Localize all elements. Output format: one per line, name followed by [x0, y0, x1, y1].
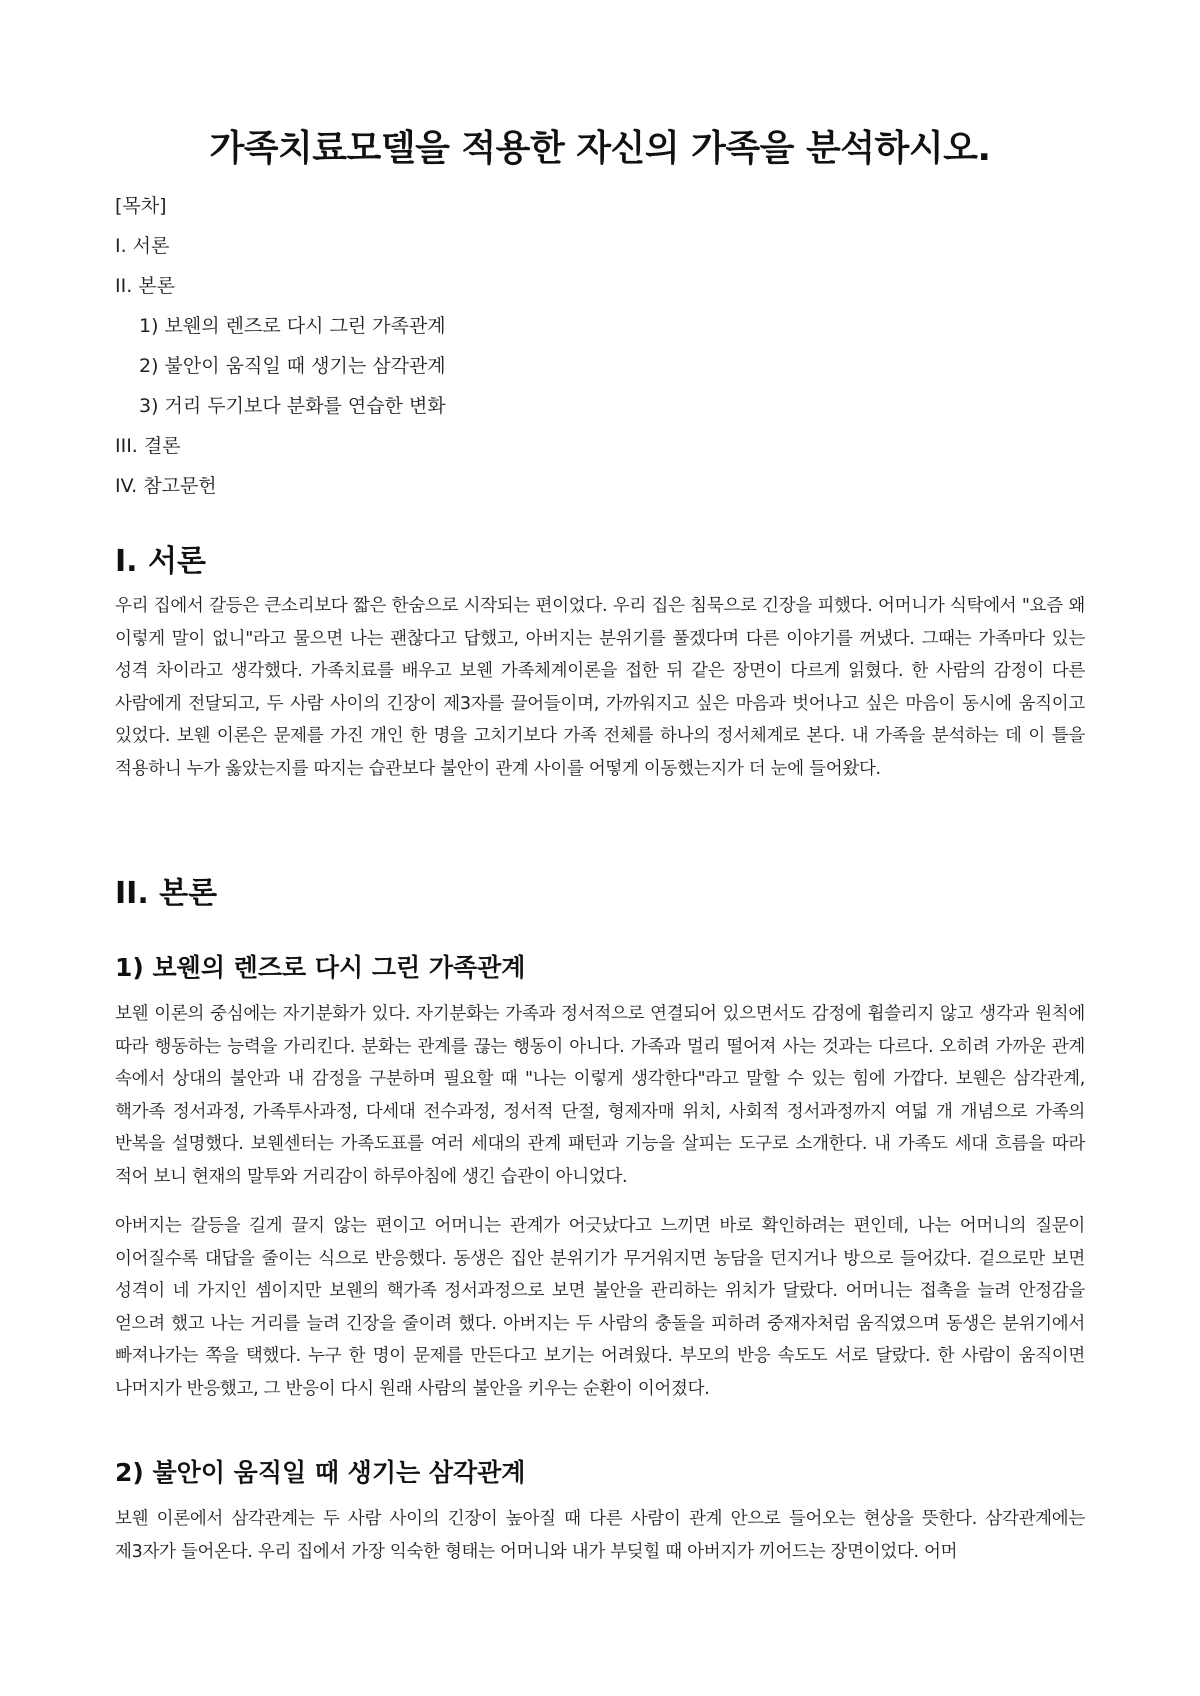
toc-subitem: 3) 거리 두기보다 분화를 연습한 변화 [139, 395, 446, 417]
document-title: 가족치료모델을 적용한 자신의 가족을 분석하시오. [209, 128, 991, 169]
toc-item: I. 서론 [115, 235, 170, 257]
subsection-heading-2: 2) 불안이 움직일 때 생기는 삼각관계 [115, 1458, 526, 1487]
toc-subitem: 1) 보웬의 렌즈로 다시 그린 가족관계 [139, 315, 446, 337]
section-heading-body: II. 본론 [115, 876, 218, 911]
body-paragraph: 보웬 이론의 중심에는 자기분화가 있다. 자기분화는 가족과 정서적으로 연결되어 있으면서도 감정에 휩쓸리지 않고 생각과 원칙에 따라 행동하는 능력을 가리킨다. 분화는 관계를 끊는 행동이 아니다. 가족과 멀리 떨어져 사는 것과는 다르다. 오히려 가까운 관계 속에서 상대의 불안과 내 감정을 구분하며 필요할 때 "나는 이렇게 생각한다"라고 말할 수 있는 힘에 가깝다. 보웬은 삼각관계, 핵가족 정서과정, 가족투사과정, 다세대 전수과정, 정서적 단절, 형제자매 위치, 사회적 정서과정까지 여덟 개 개념으로 가족의 반복을 설명했다. 보웬센터는 가족도표를 여러 세대의 관계 패턴과 기능을 살피는 도구로 소개한다. 내 가족도 세대 흐름을 따라 적어 보니 현재의 말투와 거리감이 하루아침에 생긴 습관이 아니었다. [115, 1004, 1085, 1187]
body-paragraph: 보웬 이론에서 삼각관계는 두 사람 사이의 긴장이 높아질 때 다른 사람이 관계 안으로 들어오는 현상을 뜻한다. 삼각관계에는 제3자가 들어온다. 우리 집에서 가장 익숙한 형태는 어머니와 내가 부딪힐 때 아버지가 끼어드는 장면이었다. 어머 [115, 1509, 1085, 1562]
toc-item: III. 결론 [115, 435, 181, 457]
subsection-heading-1: 1) 보웬의 렌즈로 다시 그린 가족관계 [115, 953, 526, 982]
toc-subitem: 2) 불안이 움직일 때 생기는 삼각관계 [139, 355, 446, 377]
toc-heading: [목차] [115, 195, 167, 217]
body-paragraph: 아버지는 갈등을 길게 끌지 않는 편이고 어머니는 관계가 어긋났다고 느끼면 바로 확인하려는 편인데, 나는 어머니의 질문이 이어질수록 대답을 줄이는 식으로 반응했다. 동생은 집안 분위기가 무거워지면 농담을 던지거나 방으로 들어갔다. 겉으로만 보면 성격이 네 가지인 셈이지만 보웬의 핵가족 정서과정으로 보면 불안을 관리하는 위치가 달랐다. 어머니는 접촉을 늘려 안정감을 얻으려 했고 나는 거리를 늘려 긴장을 줄이려 했다. 아버지는 두 사람의 충돌을 피하려 중재자처럼 움직였으며 동생은 분위기에서 빠져나가는 쪽을 택했다. 누구 한 명이 문제를 만든다고 보기는 어려웠다. 부모의 반응 속도도 서로 달랐다. 한 사람이 움직이면 나머지가 반응했고, 그 반응이 다시 원래 사람의 불안을 키우는 순환이 이어졌다. [115, 1216, 1085, 1399]
intro-paragraph: 우리 집에서 갈등은 큰소리보다 짧은 한숨으로 시작되는 편이었다. 우리 집은 침묵으로 긴장을 피했다. 어머니가 식탁에서 "요즘 왜 이렇게 말이 없니"라고 물으면 나는 괜찮다고 답했고, 아버지는 분위기를 풀겠다며 다른 이야기를 꺼냈다. 그때는 가족마다 있는 성격 차이라고 생각했다. 가족치료를 배우고 보웬 가족체계이론을 접한 뒤 같은 장면이 다르게 읽혔다. 한 사람의 감정이 다른 사람에게 전달되고, 두 사람 사이의 긴장이 제3자를 끌어들이며, 가까워지고 싶은 마음과 벗어나고 싶은 마음이 동시에 움직이고 있었다. 보웬 이론은 문제를 가진 개인 한 명을 고치기보다 가족 전체를 하나의 정서체계로 본다. 내 가족을 분석하는 데 이 틀을 적용하니 누가 옳았는지를 따지는 습관보다 불안이 관계 사이를 어떻게 이동했는지가 더 눈에 들어왔다. [115, 596, 1085, 779]
toc-item: IV. 참고문헌 [115, 475, 217, 497]
table-of-contents [115, 192, 446, 512]
section-heading-intro: I. 서론 [115, 544, 206, 579]
toc-item: II. 본론 [115, 275, 175, 297]
